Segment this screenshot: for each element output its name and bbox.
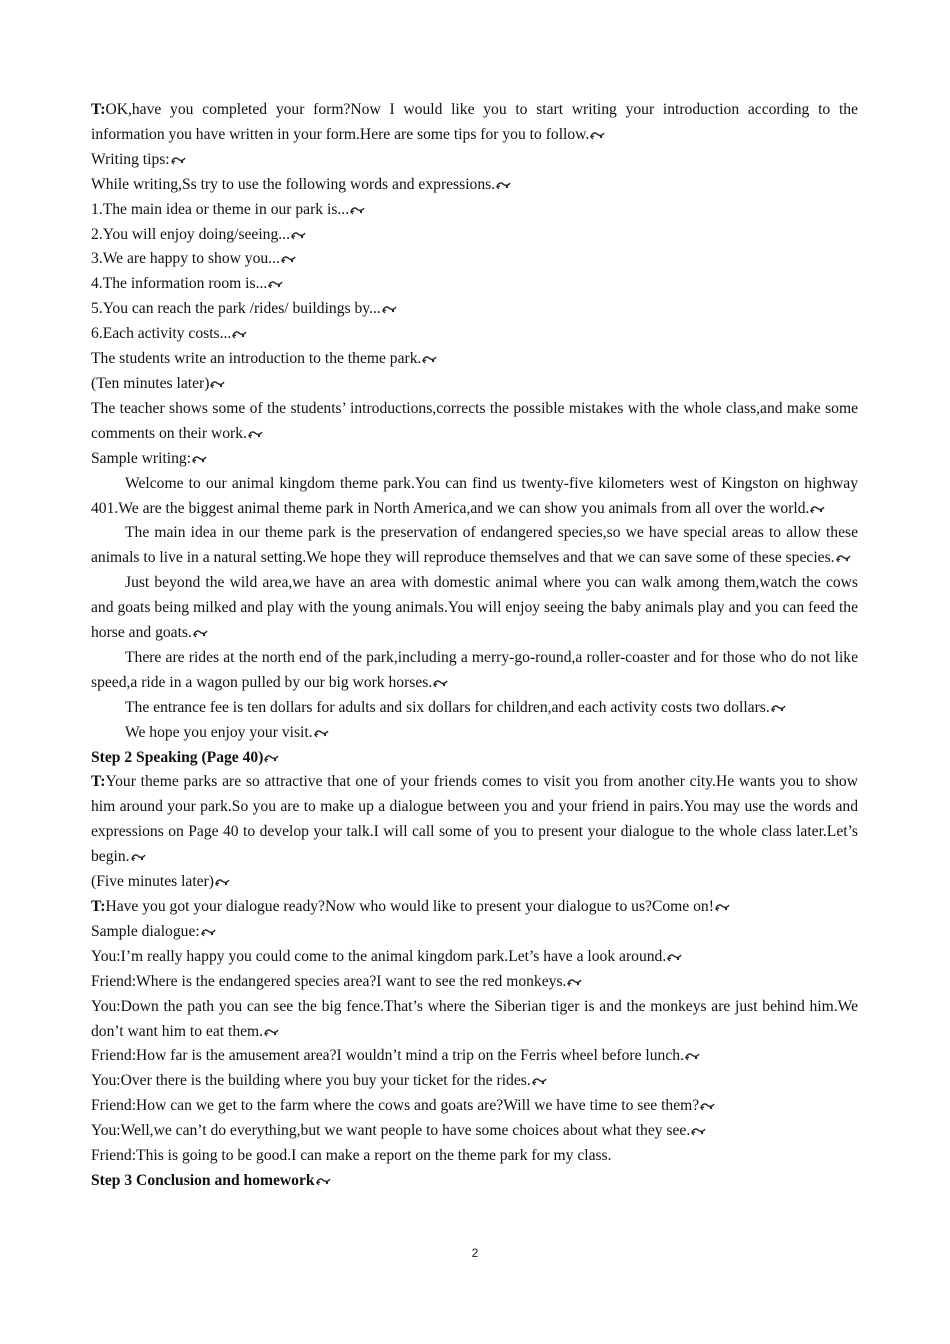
paragraph-text: Friend:Where is the endangered species area?I want to see the red monkeys. [91,972,567,990]
tip-item-2 [91,223,858,248]
paragraph-mark-icon [201,927,216,937]
paragraph-teacher-speaking [91,770,858,870]
paragraph [91,397,858,447]
paragraph-text: You:I’m really happy you could come to the animal kingdom park.Let’s have a look around. [91,947,667,965]
sample-paragraph [91,472,858,522]
paragraph-mark-icon [810,504,825,514]
paragraph-text: You:Over there is the building where you buy your ticket for the rides. [91,1072,531,1090]
paragraph-mark-icon [532,1076,547,1086]
document-body [91,98,858,1194]
page-number: 2 [471,1246,479,1260]
paragraph-mark-icon [567,977,582,987]
stage-note [91,870,858,895]
paragraph-text: We hope you enjoy your visit. [125,723,313,741]
paragraph-mark-icon [268,279,283,289]
paragraph-teacher-prompt [91,895,858,920]
paragraph-text: (Ten minutes later) [91,374,210,392]
paragraph-text: Writing tips: [91,150,170,168]
sample-dialogue-label [91,920,858,945]
sample-paragraph [91,696,858,721]
paragraph-text: 4.The information room is... [91,275,268,293]
paragraph-mark-icon [836,553,851,563]
dialogue-line [91,1144,858,1169]
paragraph-mark-icon [232,329,247,339]
tip-item-5 [91,297,858,322]
paragraph [91,347,858,372]
paragraph-mark-icon [771,703,786,713]
sample-writing-label [91,447,858,472]
paragraph-text: Friend:This is going to be good.I can make a report on the theme park for my class. [91,1147,612,1165]
paragraph-mark-icon [700,1101,715,1111]
paragraph-text: Welcome to our animal kingdom theme park.You can find us twenty-five kilometers west of Kingston on highway 401.We are the biggest animal theme park in North America,and we can show you animals from all over the world. [91,474,858,517]
paragraph-mark-icon [496,180,511,190]
paragraph-text: 1.The main idea or theme in our park is... [91,200,350,218]
dialogue-line [91,1094,858,1119]
writing-tips-label [91,148,858,173]
paragraph-text: OK,have you completed your form?Now I would like you to start writing your introduction according to the information you have written in your form.Here are some tips for you to follow. [91,101,858,143]
paragraph-text: Your theme parks are so attractive that one of your friends comes to visit you from another city.He wants you to show him around your park.So you are to make up a dialogue between you and your friend in pairs.You may use the words and expressions on Page 40 to develop your talk.I will call some of you to present your dialogue to the whole class later.Let’s begin. [91,773,858,866]
step-heading [91,746,858,771]
paragraph-mark-icon [264,753,279,763]
paragraph [91,173,858,198]
paragraph-mark-icon [316,1176,331,1186]
dialogue-line [91,1044,858,1069]
paragraph-mark-icon [291,230,306,240]
paragraph-mark-icon [715,902,730,912]
heading-text: Step 3 Conclusion and homework [91,1171,315,1189]
paragraph-mark-icon [193,628,208,638]
paragraph-mark-icon [422,354,437,364]
sample-paragraph [91,521,858,571]
paragraph-mark-icon [171,155,186,165]
paragraph-text: The main idea in our theme park is the preservation of endangered species,so we have special areas to allow these animals to live in a natural setting.We hope they will reproduce themselves and that we can save some of these species. [91,524,858,567]
paragraph-text: Sample writing: [91,449,192,467]
paragraph-mark-icon [433,678,448,688]
paragraph-mark-icon [667,952,682,962]
dialogue-line [91,1069,858,1094]
sample-paragraph [91,721,858,746]
paragraph-mark-icon [248,429,263,439]
paragraph-mark-icon [215,877,230,887]
paragraph-text: 3.We are happy to show you... [91,250,280,268]
paragraph-mark-icon [210,379,225,389]
paragraph-text: The teacher shows some of the students’ introductions,corrects the possible mistakes with the whole class,and make some comments on their work. [91,399,858,442]
paragraph-text: 2.You will enjoy doing/seeing... [91,225,290,243]
paragraph-mark-icon [590,130,605,140]
paragraph-mark-icon [691,1126,706,1136]
paragraph-text: Sample dialogue: [91,922,200,940]
speaker-label: T: [91,773,106,791]
paragraph-text: Just beyond the wild area,we have an area with domestic animal where you can walk among them,watch the cows and goats being milked and play with the young animals.You will enjoy seeing the baby animals play and you can feed the horse and goats. [91,574,858,642]
tip-item-6 [91,322,858,347]
paragraph-mark-icon [314,728,329,738]
paragraph-text: 5.You can reach the park /rides/ buildings by... [91,300,381,318]
paragraph-text: Have you got your dialogue ready?Now who would like to present your dialogue to us?Come on! [105,898,714,915]
paragraph-mark-icon [192,454,207,464]
speaker-label: T: [91,101,106,118]
paragraph-text: Friend:How far is the amusement area?I wouldn’t mind a trip on the Ferris wheel before lunch. [91,1047,684,1065]
dialogue-line [91,1119,858,1144]
tip-item-4 [91,272,858,297]
tip-item-1 [91,198,858,223]
paragraph-text: Friend:How can we get to the farm where the cows and goats are?Will we have time to see them? [91,1097,700,1115]
dialogue-line [91,945,858,970]
dialogue-line [91,995,858,1045]
paragraph-text: You:Down the path you can see the big fence.That’s where the Siberian tiger is and the monkeys are just behind him.We don’t want him to eat them. [91,997,858,1040]
paragraph-mark-icon [350,205,365,215]
paragraph-mark-icon [264,1027,279,1037]
paragraph-text: The entrance fee is ten dollars for adults and six dollars for children,and each activity costs two dollars. [125,698,770,716]
speaker-label: T: [91,898,106,915]
paragraph-text: (Five minutes later) [91,873,214,891]
paragraph-text: There are rides at the north end of the park,including a merry-go-round,a roller-coaster and for those who do not like speed,a ride in a wagon pulled by our big work horses. [91,648,858,691]
paragraph-text: While writing,Ss try to use the following words and expressions. [91,175,496,193]
heading-text: Step 2 Speaking (Page 40) [91,748,264,766]
dialogue-line [91,970,858,995]
paragraph-teacher-intro [91,98,858,148]
step-heading [91,1169,858,1194]
paragraph-text: 6.Each activity costs... [91,325,232,343]
sample-paragraph [91,571,858,646]
tip-item-3 [91,247,858,272]
paragraph-mark-icon [382,304,397,314]
stage-note [91,372,858,397]
paragraph-text: The students write an introduction to the theme park. [91,350,422,368]
sample-paragraph [91,646,858,696]
paragraph-mark-icon [131,852,146,862]
paragraph-mark-icon [281,254,296,264]
paragraph-mark-icon [685,1051,700,1061]
paragraph-text: You:Well,we can’t do everything,but we want people to have some choices about what they see. [91,1122,691,1140]
